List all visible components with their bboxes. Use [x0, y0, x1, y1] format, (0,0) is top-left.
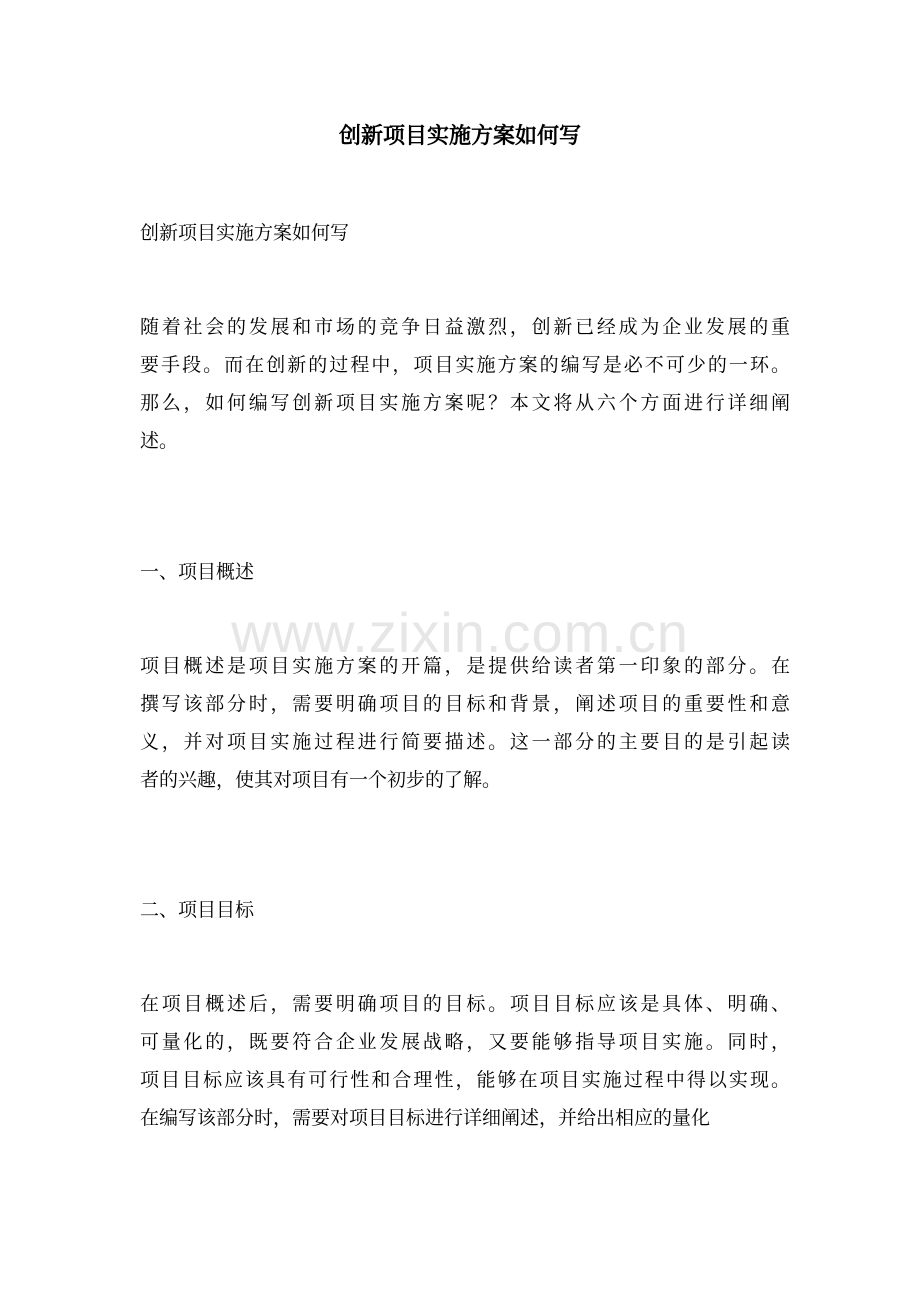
intro-line-1: 随着社会的发展和市场的竞争日益激烈，创新已经成为企业发展的重 [140, 316, 790, 338]
section1-paragraph [140, 647, 790, 799]
subtitle-line: 创新项目实施方案如何写 [140, 222, 350, 244]
section1-line-4: 者的兴趣，使其对项目有一个初步的了解。 [140, 769, 502, 791]
section1-line-2: 撰写该部分时，需要明确项目的目标和背景，阐述项目的重要性和意 [140, 693, 790, 715]
section2-line-4: 在编写该部分时，需要对项目目标进行详细阐述，并给出相应的量化 [140, 1107, 711, 1129]
document-title: 创新项目实施方案如何写 [338, 123, 581, 149]
section2-heading-text: 二、项目目标 [140, 899, 255, 921]
intro-paragraph [140, 308, 790, 460]
section1-heading [140, 553, 790, 591]
intro-line-4: 述。 [140, 430, 179, 452]
section2-heading [140, 891, 790, 929]
section1-line-1: 项目概述是项目实施方案的开篇，是提供给读者第一印象的部分。在 [140, 655, 790, 677]
watermark: www.zixin.com.cn [231, 601, 689, 664]
intro-line-3: 那么，如何编写创新项目实施方案呢？本文将从六个方面进行详细阐 [140, 392, 790, 414]
intro-line-2: 要手段。而在创新的过程中，项目实施方案的编写是必不可少的一环。 [140, 354, 790, 376]
section1-line-3: 义，并对项目实施过程进行简要描述。这一部分的主要目的是引起读 [140, 731, 790, 753]
section2-line-2: 可量化的，既要符合企业发展战略，又要能够指导项目实施。同时， [140, 1031, 790, 1053]
section2-line-1: 在项目概述后，需要明确项目的目标。项目目标应该是具体、明确、 [140, 993, 790, 1015]
document-subtitle [140, 214, 790, 252]
section2-paragraph [140, 985, 790, 1137]
section1-heading-text: 一、项目概述 [140, 561, 255, 583]
section2-line-3: 项目目标应该具有可行性和合理性，能够在项目实施过程中得以实现。 [140, 1069, 790, 1091]
